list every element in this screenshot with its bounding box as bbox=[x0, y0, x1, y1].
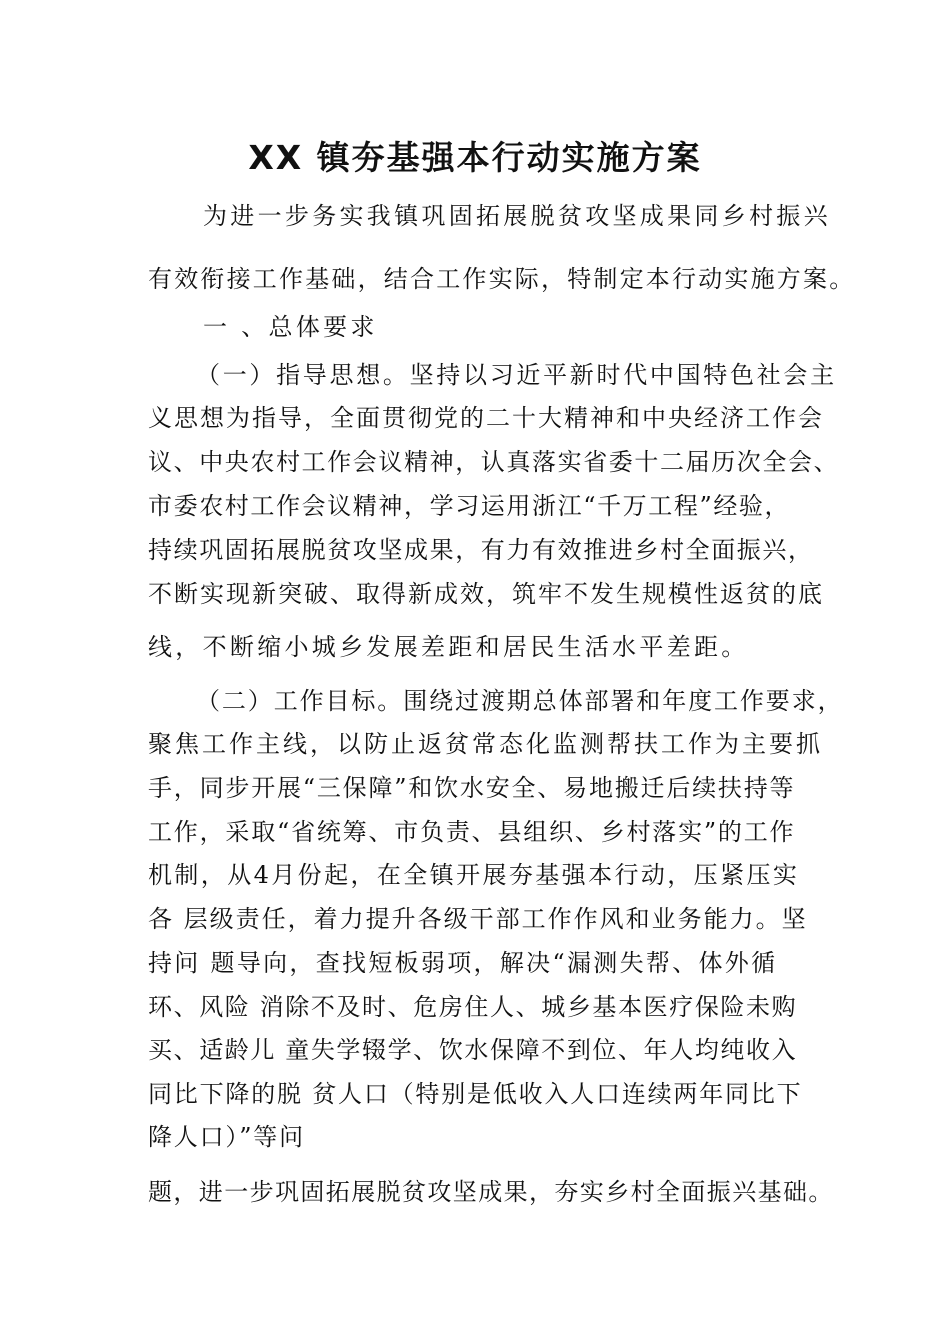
paragraph-line: 工作，采取“省统筹、市负责、县组织、乡村落实”的工作 bbox=[148, 818, 796, 846]
paragraph-line: 聚焦工作主线，以防止返贫常态化监测帮扶工作为主要抓 bbox=[148, 730, 823, 758]
paragraph-line: 机制，从4月份起，在全镇开展夯基强本行动，压紧压实 bbox=[148, 861, 800, 889]
paragraph-line: 持续巩固拓展脱贫攻坚成果，有力有效推进乡村全面振兴， bbox=[148, 536, 814, 564]
paragraph-line: 议、中央农村工作会议精神，认真落实省委十二届历次全会、 bbox=[148, 448, 840, 476]
section-heading: 一 、总体要求 bbox=[203, 313, 378, 341]
document-title: XX 镇夯基强本行动实施方案 bbox=[248, 138, 702, 177]
paragraph-line: （二）工作目标。围绕过渡期总体部署和年度工作要求， bbox=[196, 687, 844, 715]
paragraph-line: 为进一步务实我镇巩固拓展脱贫攻坚成果同乡村振兴 bbox=[203, 202, 831, 230]
paragraph-line: 环、风险 消除不及时、危房住人、城乡基本医疗保险未购 bbox=[148, 993, 798, 1021]
paragraph-line: 手，同步开展“三保障”和饮水安全、易地搬迁后续扶持等 bbox=[148, 774, 796, 802]
paragraph-line: 题，进一步巩固拓展脱贫攻坚成果，夯实乡村全面振兴基础。 bbox=[148, 1178, 834, 1206]
paragraph-line: 市委农村工作会议精神，学习运用浙江“千万工程”经验， bbox=[148, 492, 791, 520]
paragraph-line: 同比下降的脱 贫人口（特别是低收入人口连续两年同比下 bbox=[148, 1080, 803, 1108]
paragraph-line: （一）指导思想。坚持以习近平新时代中国特色社会主 bbox=[196, 361, 837, 389]
paragraph-line: 不断实现新突破、取得新成效，筑牢不发生规模性返贫的底 bbox=[148, 580, 824, 608]
paragraph-line: 义思想为指导，全面贯彻党的二十大精神和中央经济工作会 bbox=[148, 404, 824, 432]
paragraph-line: 买、适龄儿 童失学辍学、饮水保障不到位、年人均纯收入 bbox=[148, 1036, 798, 1064]
paragraph-line: 线，不断缩小城乡发展差距和居民生活水平差距。 bbox=[148, 633, 749, 661]
paragraph-line: 持问 题导向，查找短板弱项，解决“漏测失帮、体外循 bbox=[148, 949, 778, 977]
paragraph-line: 各 层级责任，着力提升各级干部工作作风和业务能力。坚 bbox=[148, 905, 808, 933]
paragraph-line: 降人口）”等问 bbox=[148, 1123, 305, 1151]
paragraph-line: 有效衔接工作基础，结合工作实际，特制定本行动实施方案。 bbox=[148, 265, 856, 293]
